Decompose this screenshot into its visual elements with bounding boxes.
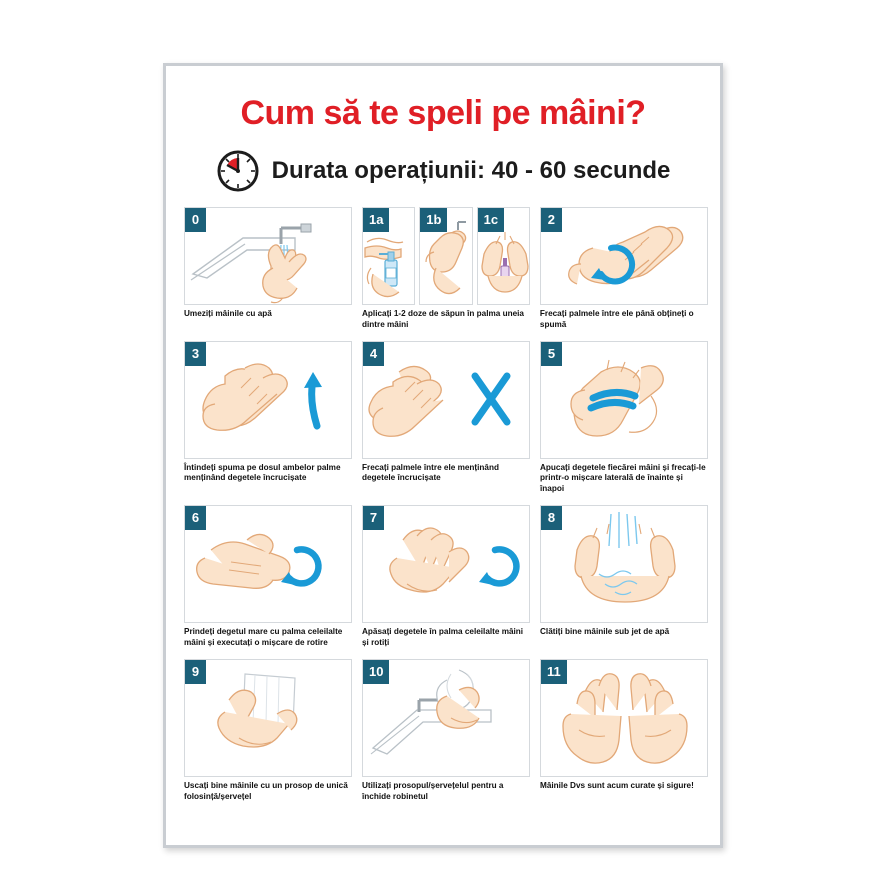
- step-panel-7: [362, 505, 530, 623]
- step-badge: 2: [541, 208, 562, 232]
- step-panel-1a: [362, 207, 415, 305]
- step-badge: 6: [185, 506, 206, 530]
- step-caption: Utilizați prosopul/șervețelul pentru a închide robinetul: [362, 780, 504, 801]
- steps-row: [184, 505, 702, 649]
- step-cell-5: [540, 341, 708, 495]
- step-badge: 11: [541, 660, 567, 684]
- step-caption: Mâinile Dvs sunt acum curate și sigure!: [540, 780, 694, 790]
- step-panel-8: [540, 505, 708, 623]
- step-panel-9: [184, 659, 352, 777]
- fingers-interlaced-icon: [363, 342, 530, 459]
- step-badge: 8: [541, 506, 562, 530]
- fingers-backs-rub-icon: [541, 342, 708, 459]
- step-panel-11: [540, 659, 708, 777]
- step-badge: 1b: [420, 208, 447, 232]
- step-cell-1: [362, 207, 530, 331]
- step-caption: Frecați palmele între ele până obțineți o spumă: [539, 309, 694, 329]
- step-cell-7: [362, 505, 530, 649]
- step-panel-3: [184, 341, 352, 459]
- step-cell-0: [184, 207, 352, 331]
- step-caption: Apăsați degetele în palma celeilalte mâini și rotiți: [362, 627, 524, 647]
- poster: [163, 63, 723, 848]
- step-badge: 9: [185, 660, 206, 684]
- step-caption: Apucați degetele fiecărei mâini și frecați-le printr-o mișcare laterală de înainte și înapoi: [540, 462, 706, 494]
- rinse-hands-water-icon: [541, 506, 708, 623]
- step-caption: Frecați palmele între ele menținând degetele încrucișate: [362, 462, 499, 483]
- step-badge: 4: [363, 342, 384, 366]
- step-caption: Aplicați 1-2 doze de săpun în palma uneia dintre mâini: [362, 309, 524, 329]
- duration-label: Durata operațiunii: 40 - 60 secunde: [271, 157, 671, 184]
- step-cell-11: [540, 659, 708, 803]
- hands-under-tap-icon: [185, 208, 352, 305]
- step-cell-3: [184, 341, 352, 495]
- step-cell-2: [540, 207, 708, 331]
- palm-over-dorsum-icon: [185, 342, 352, 459]
- step-panel-10: [362, 659, 530, 777]
- step-panel-4: [362, 341, 530, 459]
- step-caption: Umeziți mâinile cu apă: [184, 309, 272, 318]
- step-cell-4: [362, 341, 530, 495]
- step-caption: Clătiți bine mâinile sub jet de apă: [540, 627, 670, 637]
- step-panel-1c: [477, 207, 530, 305]
- step-panel-1b: [419, 207, 472, 305]
- step-panel-0: [184, 207, 352, 305]
- step-badge: 7: [363, 506, 384, 530]
- clock-icon: [216, 149, 260, 193]
- steps-grid: [166, 207, 720, 802]
- step-badge: 3: [185, 342, 206, 366]
- step-panel-2: [540, 207, 708, 305]
- step-caption: Uscați bine mâinile cu un prosop de unică folosință/șervețel: [184, 780, 348, 801]
- dry-hands-towel-icon: [185, 660, 352, 777]
- duration-row: [166, 149, 720, 193]
- palm-to-palm-rub-icon: [541, 208, 708, 305]
- step-cell-10: [362, 659, 530, 803]
- step-caption: Prindeți degetul mare cu palma celeilalte mâini și executați o mișcare de rotire: [184, 627, 343, 647]
- step-panel-5: [540, 341, 708, 459]
- step-panel-6: [184, 505, 352, 623]
- step-cell-9: [184, 659, 352, 803]
- step-badge: 5: [541, 342, 562, 366]
- step-cell-8: [540, 505, 708, 649]
- steps-row: [184, 659, 702, 803]
- thumb-rotational-rub-icon: [185, 506, 352, 623]
- page-title: Cum să te speli pe mâini?: [240, 94, 646, 132]
- step-badge: 0: [185, 208, 206, 232]
- steps-row: [184, 341, 706, 495]
- step-cell-6: [184, 505, 352, 649]
- step-caption: Întindeți spuma pe dosul ambelor palme menținând degetele încrucișate: [184, 462, 341, 483]
- step-badge: 1c: [478, 208, 504, 232]
- fingertips-in-palm-icon: [363, 506, 530, 623]
- steps-row: [184, 207, 702, 331]
- step-badge: 10: [363, 660, 389, 684]
- step-badge: 1a: [363, 208, 389, 232]
